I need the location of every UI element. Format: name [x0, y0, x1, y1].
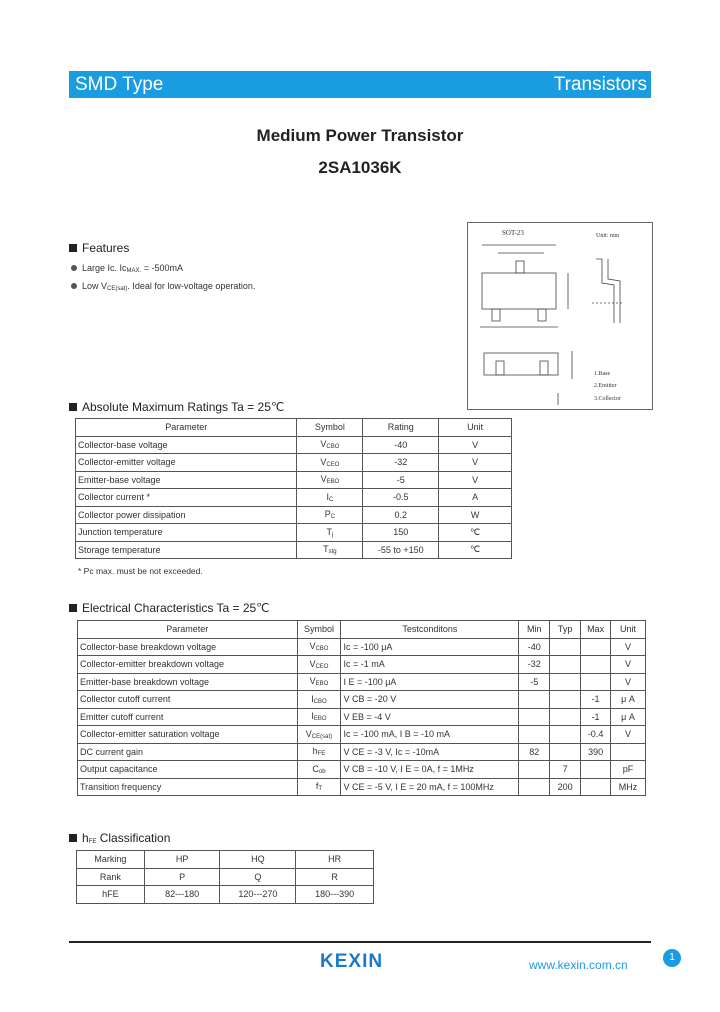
header-bar — [69, 71, 651, 98]
table-row: Collector power dissipation $P_C$ 0.2 W — [76, 506, 512, 524]
square-bullet-icon — [69, 403, 77, 411]
abs-max-note: * Pc max. must be not exceeded. — [78, 566, 203, 576]
table-row: Collector-emitter breakdown voltage $V_{CEO}$ Ic = -1 mA -32 V — [78, 656, 646, 674]
feature-item: Large Ic. $Ic_{MAX.} = -500mA$ — [71, 263, 183, 274]
table-row: hFE 82---180 120---270 180---390 — [77, 886, 374, 904]
hfe-table — [76, 850, 374, 904]
table-row: Collector cutoff current $I_{CBO}$ V CB = -20 V -1 μ A — [78, 691, 646, 709]
bullet-icon — [71, 265, 77, 271]
table-row: Storage temperature $T_{stg}$ -55 to +150 ℃ — [76, 541, 512, 559]
table-row: Emitter-base breakdown voltage $V_{EBO}$ I E = -100 μA -5 V — [78, 673, 646, 691]
square-bullet-icon — [69, 604, 77, 612]
table-row: DC current gain $h_{FE}$ V CE = -3 V, Ic = -10mA 82 390 — [78, 743, 646, 761]
feature-item: Low $V_{CE(sat)}$. Ideal for low-voltage operation. — [71, 281, 255, 292]
header-category: Transistors — [553, 74, 647, 95]
document-title: Medium Power Transistor — [256, 126, 464, 145]
pin-1-label: 1.Base — [594, 371, 611, 377]
unit-label: Unit: mm — [596, 233, 620, 239]
abs-max-heading: Absolute Maximum Ratings Ta = 25℃ — [69, 400, 284, 414]
table-row: Collector-base breakdown voltage $V_{CBO}$ Ic = -100 μA -40 V — [78, 638, 646, 656]
package-drawing — [467, 222, 653, 410]
table-row: Emitter-base voltage $V_{EBO}$ -5 V — [76, 471, 512, 489]
table-row: Collector-emitter saturation voltage $V_{CE(sat)}$ Ic = -100 mA, I B = -10 mA -0.4 V — [78, 726, 646, 744]
table-row: Junction temperature $T_j$ 150 ℃ — [76, 524, 512, 542]
features-heading: Features — [69, 241, 129, 255]
table-row: Rank P Q R — [77, 868, 374, 886]
footer-divider — [69, 941, 651, 943]
square-bullet-icon — [69, 834, 77, 842]
table-row: Marking HP HQ HR — [77, 851, 374, 869]
table-row: Output capacitance $C_{ob}$ V CB = -10 V, I E = 0A, f = 1MHz 7 pF — [78, 761, 646, 779]
table-row: Transition frequency $f_T$ V CE = -5 V, I E = 20 mA, f = 100MHz 200 MHz — [78, 778, 646, 796]
square-bullet-icon — [69, 244, 77, 252]
kexin-logo: KEXIN — [320, 951, 384, 972]
table-row: Collector current * $I_C$ -0.5 A — [76, 489, 512, 507]
pin-2-label: 2.Emitter — [594, 383, 617, 389]
table-header-row: Parameter Symbol Testconditons Min Typ Max Unit — [78, 621, 646, 639]
table-row: Collector-base voltage $V_{CBO}$ -40 V — [76, 436, 512, 454]
elec-heading: Electrical Characteristics Ta = 25℃ — [69, 601, 270, 615]
bullet-icon — [71, 283, 77, 289]
website-link[interactable]: www.kexin.com.cn — [529, 958, 628, 972]
hfe-heading: $h_{FE}$ Classification — [69, 831, 170, 845]
pin-3-label: 3.Collector — [594, 396, 621, 402]
header-type: SMD Type — [75, 74, 164, 95]
table-row: Emitter cutoff current $I_{EBO}$ V EB = -4 V -1 μ A — [78, 708, 646, 726]
elec-char-table — [77, 620, 646, 796]
part-number: 2SA1036K — [318, 158, 402, 177]
package-label: SOT-23 — [502, 229, 524, 237]
abs-max-table — [75, 418, 512, 559]
package-outline-diagram — [468, 223, 652, 409]
page-number: 1 — [663, 949, 681, 967]
table-header-row: Parameter Symbol Rating Unit — [76, 419, 512, 437]
table-row: Collector-emitter voltage $V_{CEO}$ -32 V — [76, 454, 512, 472]
